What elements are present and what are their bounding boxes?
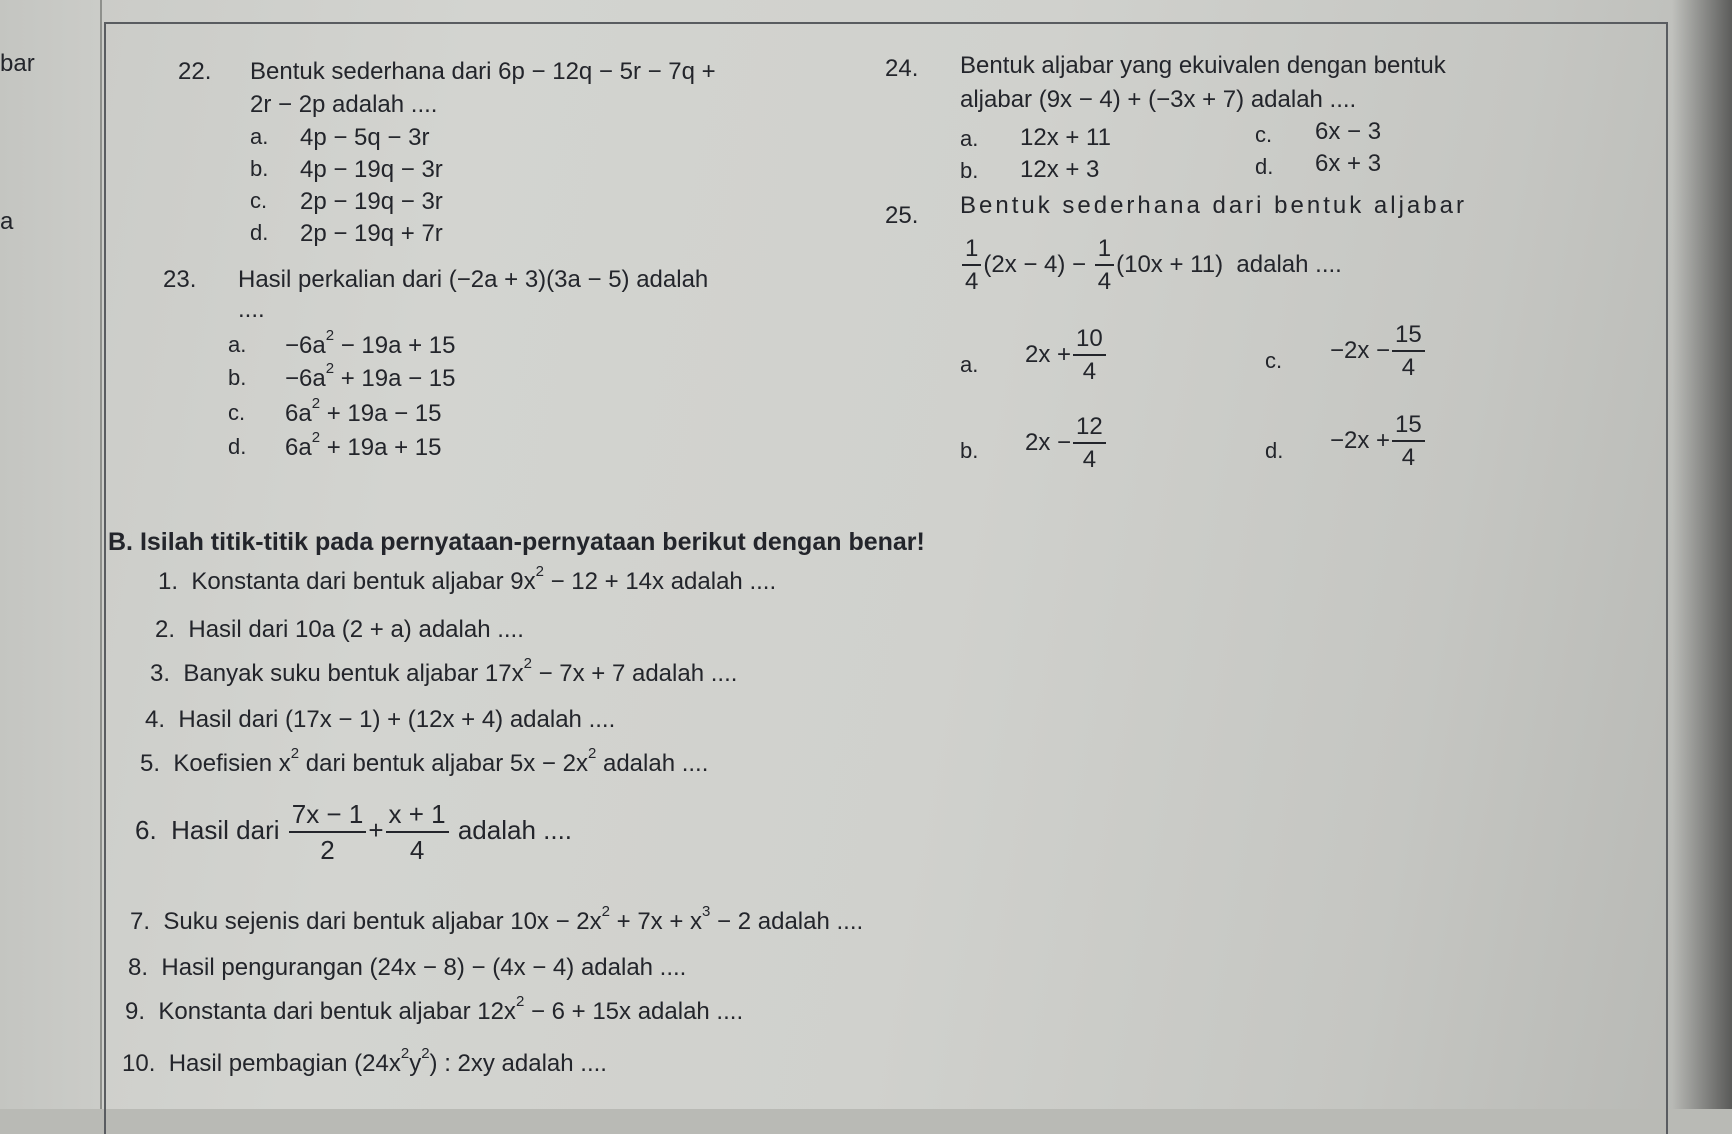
list-item: 6. Hasil dari $\frac{7x - 1}{2}$ + $\frac{x + 1}{4}$ adalah .... — [135, 799, 573, 865]
question-number: 23. — [163, 266, 197, 293]
option-letter: d. — [228, 434, 247, 459]
section-b-heading: B. Isilah titik-titik pada pernyataan-pernyataan berikut dengan benar! — [108, 528, 925, 556]
question-text: Bentuk aljabar yang ekuivalen dengan bentuk — [960, 52, 1446, 79]
option-letter: b. — [250, 156, 269, 181]
option-d: −2x + $\frac{15}{4}$ — [1330, 412, 1427, 472]
option-letter: c. — [1255, 122, 1273, 147]
page-shadow — [1672, 0, 1732, 1109]
option-c: $6a^2 + 19a - 15$ — [285, 395, 442, 427]
question-text-cont: .... — [238, 296, 265, 323]
list-item: 5. Koefisien $x^2$ dari bentuk aljabar $5x - 2x^2$ adalah .... — [140, 745, 709, 777]
option-c: 2p − 19q − 3r — [300, 188, 443, 215]
side-label-bar: bar — [0, 50, 35, 77]
question-number: 22. — [178, 58, 212, 85]
fraction: $\frac{7x - 1}{2}$ — [289, 800, 367, 864]
option-letter: b. — [228, 365, 247, 390]
question-text-cont: aljabar (9x − 4) + (−3x + 7) adalah .... — [960, 86, 1357, 113]
list-item: 9. Konstanta dari bentuk aljabar $12x^2 - 6 + 15x$ adalah .... — [125, 993, 744, 1025]
option-a: 2x + $\frac{10}{4}$ — [1025, 326, 1108, 386]
list-item: 3. Banyak suku bentuk aljabar $17x^2 - 7x + 7$ adalah .... — [150, 655, 738, 687]
option-letter: a. — [960, 352, 979, 377]
list-item: 1. Konstanta dari bentuk aljabar $9x^2 - 12 + 14x$ adalah .... — [158, 563, 777, 595]
option-a: $-6a^2 - 19a + 15$ — [285, 327, 456, 359]
list-item: 7. Suku sejenis dari bentuk aljabar $10x - 2x^2 + 7x + x^3 - 2$ adalah .... — [130, 903, 864, 935]
fraction: $\frac{1}{4}$ — [1095, 236, 1114, 296]
list-item: 8. Hasil pengurangan (24x − 8) − (4x − 4) adalah .... — [128, 954, 687, 981]
option-letter: a. — [250, 124, 269, 149]
list-item: 10. Hasil pembagian $(24x^2y^2)$ : 2xy adalah .... — [122, 1045, 607, 1077]
question-expression: $\frac{1}{4}$ (2x − 4) − $\frac{1}{4}$ (10x + 11) adalah .... — [960, 236, 1342, 296]
option-letter: b. — [960, 438, 979, 463]
option-a: 12x + 11 — [1020, 124, 1111, 151]
option-letter: d. — [1265, 438, 1284, 463]
option-letter: c. — [250, 188, 268, 213]
option-d: 2p − 19q + 7r — [300, 220, 443, 247]
option-letter: c. — [1265, 348, 1283, 373]
option-a: 4p − 5q − 3r — [300, 124, 430, 151]
side-label-a: a — [0, 208, 14, 235]
option-letter: a. — [960, 126, 979, 151]
option-d: $6a^2 + 19a + 15$ — [285, 429, 442, 461]
option-c: −2x − $\frac{15}{4}$ — [1330, 322, 1427, 382]
fraction: $\frac{x + 1}{4}$ — [386, 800, 449, 864]
option-c: 6x − 3 — [1315, 118, 1382, 145]
question-text: Bentuk sederhana dari bentuk aljabar — [960, 192, 1467, 219]
option-letter: c. — [228, 400, 246, 425]
option-b: 2x − $\frac{12}{4}$ — [1025, 414, 1108, 474]
list-item: 4. Hasil dari (17x − 1) + (12x + 4) adalah .... — [145, 706, 616, 733]
option-b: 12x + 3 — [1020, 156, 1100, 183]
option-b: 4p − 19q − 3r — [300, 156, 443, 183]
list-item: 2. Hasil dari 10a (2 + a) adalah .... — [155, 616, 524, 643]
question-number: 25. — [885, 202, 919, 229]
previous-page-edge — [0, 0, 102, 1109]
question-text: Hasil perkalian dari (−2a + 3)(3a − 5) adalah — [238, 266, 709, 293]
option-b: $-6a^2 + 19a - 15$ — [285, 360, 456, 392]
option-letter: d. — [250, 220, 269, 245]
option-letter: a. — [228, 332, 247, 357]
option-letter: d. — [1255, 154, 1274, 179]
question-text: Bentuk sederhana dari 6p − 12q − 5r − 7q + — [250, 58, 716, 85]
option-d: 6x + 3 — [1315, 150, 1382, 177]
question-number: 24. — [885, 55, 919, 82]
question-text-cont: 2r − 2p adalah .... — [250, 91, 438, 118]
fraction: $\frac{1}{4}$ — [962, 236, 981, 296]
option-letter: b. — [960, 158, 979, 183]
